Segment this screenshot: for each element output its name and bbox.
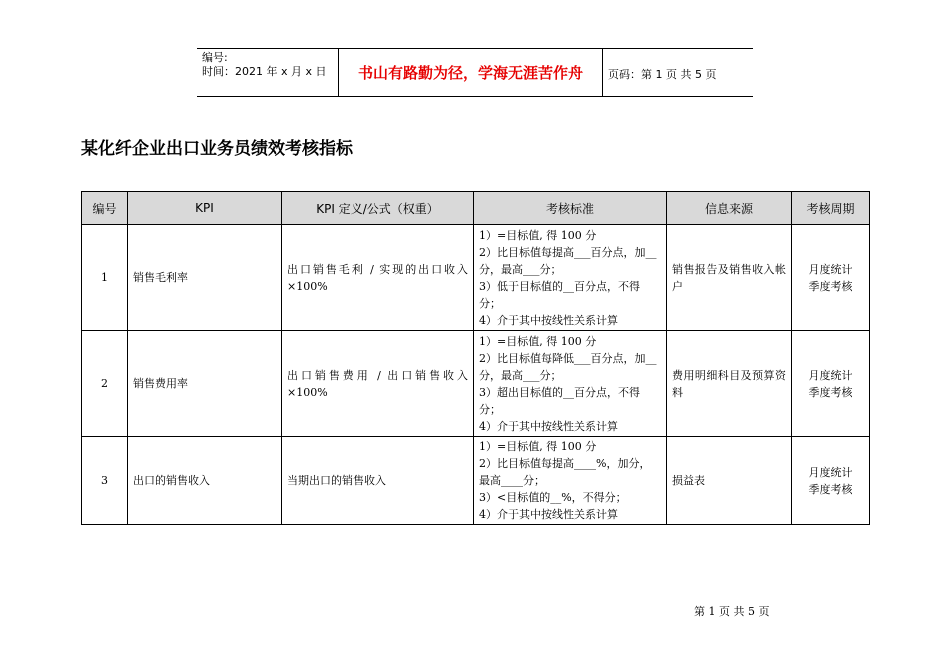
row-kpi: 销售费用率: [128, 331, 282, 437]
period-line: 月度统计: [808, 465, 853, 479]
table-row: [82, 225, 870, 331]
standard-line: 3）低于目标值的__百分点，不得分；: [479, 279, 640, 310]
standard-line: 1）=目标值, 得 100 分: [479, 334, 597, 348]
period-line: 季度考核: [808, 385, 853, 399]
row-number: 1: [82, 225, 128, 331]
row-period: [792, 225, 870, 331]
row-definition: 当期出口的销售收入: [282, 437, 474, 525]
header-number: 编号: [82, 192, 128, 225]
table-header-row: [82, 192, 870, 225]
row-source: 损益表: [667, 437, 792, 525]
header-standard: 考核标准: [474, 192, 667, 225]
header-motto: 书山有路勤为径，学海无涯苦作舟: [338, 49, 603, 96]
number-label: 编号:: [202, 51, 228, 64]
kpi-table: [81, 191, 870, 525]
header-meta: [202, 51, 336, 79]
period-line: 月度统计: [808, 368, 853, 382]
header-kpi: KPI: [128, 192, 282, 225]
page-footer: 第 1 页 共 5 页: [694, 605, 770, 618]
standard-line: 1）=目标值, 得 100 分: [479, 440, 597, 453]
period-line: 月度统计: [808, 262, 853, 276]
standard-line: 2）比目标值每提高___百分点，加__分，最高___分；: [479, 245, 657, 276]
standard-line: 4）介于其中按线性关系计算: [479, 313, 618, 327]
standard-line: 3）超出目标值的__百分点，不得分；: [479, 385, 640, 416]
standard-line: 4）介于其中按线性关系计算: [479, 508, 618, 521]
row-kpi: 出口的销售收入: [128, 437, 282, 525]
table-row: [82, 437, 870, 525]
table-row: [82, 331, 870, 437]
header-page-label: 页码：第 1 页 共 5 页: [608, 68, 717, 81]
row-kpi: 销售毛利率: [128, 225, 282, 331]
header-definition: KPI 定义/公式（权重）: [282, 192, 474, 225]
row-source: 费用明细科目及预算资料: [667, 331, 792, 437]
row-number: 3: [82, 437, 128, 525]
row-source: 销售报告及销售收入帐户: [667, 225, 792, 331]
time-label: 时间：2021 年 x 月 x 日: [202, 65, 327, 78]
row-definition: 出口销售毛利 / 实现的出口收入×100%: [282, 225, 474, 331]
standard-line: 1）=目标值, 得 100 分: [479, 228, 597, 242]
page-header: [197, 48, 753, 97]
row-period: [792, 331, 870, 437]
row-period: [792, 437, 870, 525]
standard-line: 4）介于其中按线性关系计算: [479, 419, 618, 433]
row-number: 2: [82, 331, 128, 437]
document-title: 某化纤企业出口业务员绩效考核指标: [81, 139, 353, 159]
row-standard: [474, 437, 667, 525]
row-standard: [474, 331, 667, 437]
header-period: 考核周期: [792, 192, 870, 225]
period-line: 季度考核: [808, 482, 853, 496]
header-source: 信息来源: [667, 192, 792, 225]
row-standard: [474, 225, 667, 331]
standard-line: 2）比目标值每降低___百分点，加__分，最高___分；: [479, 351, 657, 382]
row-definition: 出口销售费用 / 出口销售收入×100%: [282, 331, 474, 437]
standard-line: 3）<目标值的__%，不得分；: [479, 491, 627, 504]
standard-line: 2）比目标值每提高____%，加分，最高____分；: [479, 457, 651, 487]
period-line: 季度考核: [808, 279, 853, 293]
